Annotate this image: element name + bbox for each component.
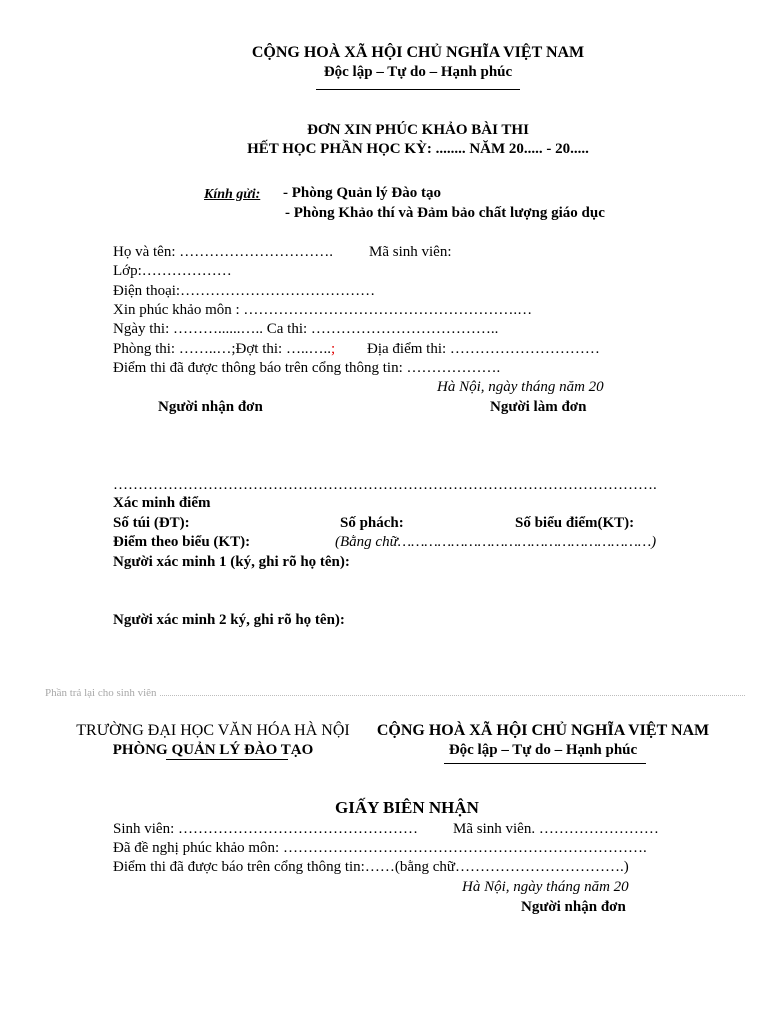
sign-date: Hà Nội, ngày tháng năm 20	[437, 379, 604, 395]
receipt-student-id-field[interactable]: Mã sinh viên. ……………………	[453, 821, 659, 837]
receipt-receiver-label: Người nhận đơn	[521, 899, 626, 915]
receipt-title: GIẤY BIÊN NHẬN	[335, 798, 479, 817]
form-subtitle: HẾT HỌC PHẦN HỌC KỲ: ........ NĂM 20..... - 20.....	[247, 141, 589, 157]
receipt-subject-field[interactable]: Đã đề nghị phúc khảo môn: ……………………………………………………………….	[113, 840, 647, 856]
office-name: PHÒNG QUẢN LÝ ĐÀO TẠO	[112, 742, 314, 758]
student-id-field[interactable]: Mã sinh viên:	[369, 244, 452, 260]
room-separator: ;	[330, 341, 336, 357]
room-field[interactable]	[113, 340, 335, 359]
score-by-field[interactable]: Điểm theo biểu (KT):	[113, 534, 251, 550]
bag-no-field[interactable]: Số túi (ĐT):	[113, 515, 190, 531]
motto-underline	[316, 89, 520, 90]
verify-title: Xác minh điểm	[113, 495, 211, 511]
motto: Độc lập – Tự do – Hạnh phúc	[323, 64, 513, 80]
receipt-motto: Độc lập – Tự do – Hạnh phúc	[448, 742, 638, 758]
receiver-label: Người nhận đơn	[158, 399, 263, 415]
location-field[interactable]: Địa điểm thi: …………………………	[367, 341, 600, 357]
subject-field[interactable]: Xin phúc khảo môn : ……………………………………………….…	[113, 302, 533, 318]
verifier-2: Người xác minh 2 ký, ghi rõ họ tên):	[113, 612, 345, 628]
receipt-national-title: CỘNG HOÀ XÃ HỘI CHỦ NGHĨA VIỆT NAM	[376, 722, 710, 739]
name-field[interactable]: Họ và tên: ………………………….	[113, 244, 333, 260]
recipient-1: - Phòng Quản lý Đào tạo	[283, 185, 441, 201]
score-in-words[interactable]: (Bằng chữ…………………………………………………)	[335, 534, 657, 550]
exam-date-field[interactable]: Ngày thi: ………......….. Ca thi: ………………………………..	[113, 321, 499, 337]
national-title: CỘNG HOÀ XÃ HỘI CHỦ NGHĨA VIỆT NAM	[251, 44, 585, 61]
recipients-label: Kính gửi:	[204, 187, 261, 202]
verify-dots-line: ……………………………………………………………………………………………….	[113, 477, 657, 493]
room-text: Phòng thi: ……..…;Đợt thi: …..…..	[113, 341, 331, 357]
code-no-field[interactable]: Số phách:	[340, 515, 404, 531]
class-field[interactable]: Lớp:………………	[113, 263, 232, 279]
receipt-score-field[interactable]: Điểm thi đã được báo trên cổng thông tin:……(bằng chữ…………………………….)	[113, 859, 629, 875]
score-notice-field[interactable]: Điểm thi đã được thông báo trên cổng thông tin: ……………….	[113, 360, 501, 376]
verifier-1: Người xác minh 1 (ký, ghi rõ họ tên):	[113, 554, 350, 570]
school-name: TRƯỜNG ĐẠI HỌC VĂN HÓA HÀ NỘI	[76, 722, 350, 739]
receipt-motto-underline	[444, 763, 646, 764]
recipient-2: - Phòng Khảo thí và Đảm bảo chất lượng giáo dục	[285, 205, 605, 221]
sheet-no-field[interactable]: Số biểu điểm(KT):	[515, 515, 635, 531]
form-title: ĐƠN XIN PHÚC KHẢO BÀI THI	[307, 122, 529, 138]
receipt-student-field[interactable]: Sinh viên: …………………………………………	[113, 821, 419, 837]
separator-label: Phần trả lại cho sinh viên	[45, 687, 160, 699]
office-underline	[166, 759, 288, 760]
phone-field[interactable]: Điện thoại:…………………………………	[113, 283, 376, 299]
receipt-date: Hà Nội, ngày tháng năm 20	[462, 879, 629, 895]
applicant-label: Người làm đơn	[490, 399, 587, 415]
